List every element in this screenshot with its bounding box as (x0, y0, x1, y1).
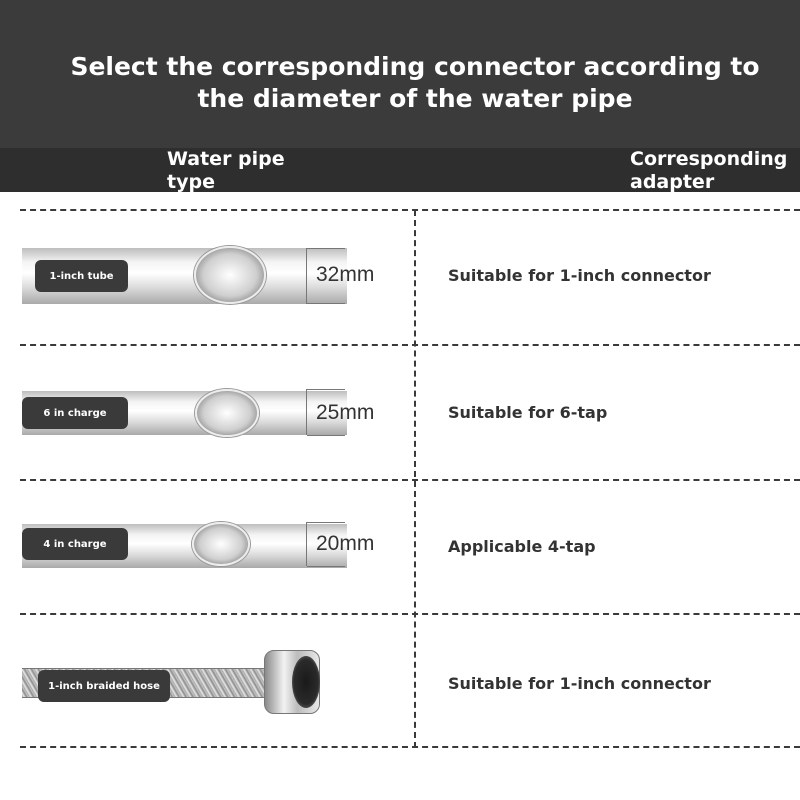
header-corresponding-adapter: Corresponding adapter (630, 148, 788, 193)
dimension-line (306, 522, 307, 566)
pipe-illustration (22, 498, 392, 608)
adapter-text: Suitable for 1-inch connector (448, 674, 711, 693)
top-banner (0, 0, 800, 148)
dimension-line (306, 389, 307, 435)
pipe-illustration (22, 628, 392, 738)
table-row (0, 345, 800, 479)
adapter-text: Suitable for 1-inch connector (448, 266, 711, 285)
dimension-tick (307, 389, 345, 390)
dimension-tick (307, 522, 345, 523)
dimension-tick (307, 248, 345, 249)
adapter-text: Suitable for 6-tap (448, 403, 608, 422)
diameter-label: 25mm (316, 401, 375, 424)
pipe-type-tag: 6 in charge (22, 397, 128, 429)
table-header (0, 148, 800, 192)
header-water-pipe-type: Water pipe type (167, 148, 285, 193)
table-row (0, 210, 800, 344)
divider-bottom (20, 746, 800, 748)
pipe-type-tag: 1-inch braided hose (38, 670, 170, 702)
table-row (0, 614, 800, 746)
adapter-text: Applicable 4-tap (448, 537, 596, 556)
pipe-type-tag: 1-inch tube (35, 260, 128, 292)
diameter-label: 20mm (316, 532, 375, 555)
pipe-end-icon (195, 389, 259, 437)
dimension-tick (307, 435, 345, 436)
table-row (0, 480, 800, 613)
pipe-type-tag: 4 in charge (22, 528, 128, 560)
dimension-tick (307, 566, 345, 567)
diameter-label: 32mm (316, 263, 375, 286)
nut-opening (292, 656, 320, 708)
dimension-line (306, 248, 307, 304)
pipe-end-icon (192, 522, 250, 566)
pipe-illustration (22, 228, 392, 338)
pipe-illustration (22, 365, 392, 475)
dimension-tick (307, 303, 345, 304)
banner-title: Select the corresponding connector according to the diameter of the water pipe (70, 52, 760, 113)
pipe-end-icon (194, 246, 266, 304)
